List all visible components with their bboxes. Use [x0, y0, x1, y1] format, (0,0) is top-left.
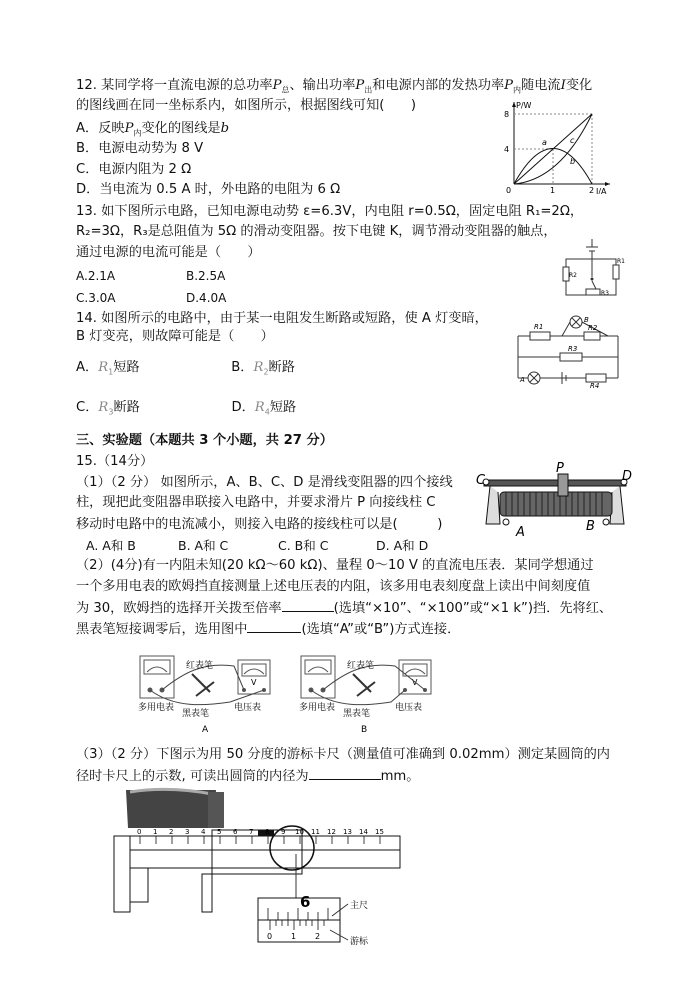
q14-option-c-sub: 3 [108, 407, 114, 417]
graph-ytick-8: 8 [504, 110, 510, 119]
rheostat-label-a: A [516, 525, 525, 540]
q15-p1-line2: 柱，现把此变阻器串联接入电路中，并要求滑片 P 向接线柱 C [76, 495, 436, 510]
q14-option-c-r: R [98, 400, 109, 415]
q12-stem-e: 变化 [565, 78, 593, 93]
caliper-tick-15: 15 [375, 828, 384, 836]
q14-circuit [512, 312, 624, 388]
q12-option-b: B．电源电动势为 8 V [76, 141, 204, 156]
graph-ytick-4: 4 [504, 145, 510, 154]
graph-xlabel: I/A [596, 187, 607, 194]
q15-p3-line2-a: 径时卡尺上的示数, 可读出圆筒的内径为 [76, 769, 309, 784]
q14-option-a-sub: 1 [108, 367, 114, 377]
q15-p2-line4-b: (选填“A”或“B”)方式连接． [301, 622, 461, 637]
p-total-symbol: P [272, 78, 282, 93]
p-in-sub: 内 [513, 85, 522, 95]
q14-options-row1 [76, 359, 295, 382]
rheostat-label-p: P [556, 462, 564, 476]
caliper-zoom-digit: 6 [300, 893, 311, 911]
p-in-symbol-a: P [124, 121, 134, 136]
q13-line1: 13. 如下图所示电路，已知电源电动势 ε=6.3V，内电阻 r=0.5Ω，固定电阻 R₁=2Ω， [76, 204, 584, 219]
q14-option-d-r: R [254, 400, 265, 415]
q14-option-b-prefix: B． [231, 360, 254, 375]
q14-option-b-sub: 2 [263, 367, 269, 377]
caliper-tick-10: 10 [295, 828, 304, 836]
section3-heading: 三、实验题（本题共 3 个小题，共 27 分） [76, 433, 333, 448]
meter-a-tag: A [202, 725, 209, 735]
caliper-tick-3: 3 [185, 828, 190, 836]
caliper-tick-14: 14 [359, 828, 368, 836]
meter-a-red-probe: 红表笔 [186, 661, 214, 671]
meter-a-black-probe: 黑表笔 [182, 709, 210, 719]
caliper-tick-11: 11 [311, 828, 320, 836]
p-out-sub: 出 [364, 85, 373, 95]
svg-text:V: V [412, 678, 418, 687]
q15-p2-line3 [76, 599, 612, 618]
meter-b-multimeter: 多用电表 [299, 703, 336, 713]
q13-line3: 通过电源的电流可能是（ ） [76, 245, 261, 260]
graph-ylabel: P/W [516, 101, 532, 110]
current-symbol: I [560, 78, 566, 93]
q15-p1-options [86, 537, 428, 555]
caliper-tick-0: 0 [137, 828, 142, 836]
q15-p2-line2: 一个多用电表的欧姆挡直接测量上述电压表的内阻，该多用电表刻度盘上读出中间刻度值 [76, 579, 591, 594]
meter-b-tag: B [361, 725, 368, 735]
label-lamp-a: A [520, 376, 525, 384]
q12-opt-a-text2: 变化的图线是 [141, 121, 221, 136]
q12-stem-b: 、输出功率 [289, 78, 356, 93]
q12-line2: 的图线画在同一坐标系内，如图所示，根据图线可知( ) [76, 98, 416, 113]
label-r3: R3 [601, 290, 609, 297]
q14-option-c-text: 断路 [113, 400, 140, 415]
meter-b-red-probe: 红表笔 [347, 661, 375, 671]
q13-option-c: C.3.0A [76, 291, 116, 305]
meter-a-voltmeter: 电压表 [234, 703, 262, 713]
main-scale-label: 主尺 [350, 901, 369, 911]
q14-option-d-text: 短路 [269, 400, 297, 415]
q14-line1: 14. 如图所示的电路中，由于某一电阻发生断路或短路，使 A 灯变暗， [76, 311, 488, 326]
q15-p3-line2-b: mm。 [380, 769, 420, 784]
vernier-digit-1: 1 [291, 932, 297, 941]
graph-xtick-2: 2 [589, 186, 595, 194]
q14-option-b-text: 断路 [268, 360, 295, 375]
svg-text:V: V [251, 678, 257, 687]
q13-option-b: B.2.5A [186, 269, 226, 283]
caliper-tick-4: 4 [201, 828, 206, 836]
curve-label-c: c [570, 136, 575, 145]
meter-b-black-probe: 黑表笔 [343, 709, 371, 719]
rheostat-label-d: D [622, 469, 633, 484]
caliper-tick-7: 7 [249, 828, 254, 836]
caliper-tick-12: 12 [327, 828, 336, 836]
q15-p2-line3-b: (选填“×10”、“×100”或“×1 k”)挡．先将红、 [333, 601, 613, 616]
q15-p1-option-b: B. A和 C [178, 538, 229, 553]
curve-label-b: b [570, 157, 576, 166]
q15-p1-option-c: C. B和 C [278, 538, 329, 553]
q14-option-d-sub: 4 [264, 407, 270, 417]
q14-line2: B 灯变亮，则故障可能是（ ） [76, 329, 274, 344]
q15-head: 15.（14分） [76, 454, 154, 469]
label-lamp-b: B [584, 316, 589, 324]
q15-p2-line1: （2）(4分)有一内阻未知(20 kΩ～60 kΩ)、量程 0～10 V 的直流电压表．某同学想通过 [76, 558, 594, 573]
q12-power-graph [500, 98, 615, 194]
q14-options-row2 [76, 399, 296, 422]
q15-p2-line3-a: 为 30，欧姆挡的选择开关拨至倍率 [76, 601, 282, 616]
graph-xtick-1: 1 [550, 186, 556, 194]
q13-options-row1 [76, 267, 225, 285]
p-out-symbol: P [355, 78, 365, 93]
curve-label-a: a [542, 138, 547, 147]
vernier-digit-0: 0 [267, 932, 273, 941]
label-r3: R3 [568, 345, 578, 353]
q12-option-d: D．当电流为 0.5 A 时，外电路的电阻为 6 Ω [76, 182, 341, 197]
q13-circuit [560, 237, 626, 301]
meter-diagram-b [295, 652, 439, 736]
q15-p1-line1: （1）（2 分） 如图所示，A、B、C、D 是滑线变阻器的四个接线 [76, 475, 453, 490]
q15-p1-option-a: A. A和 B [86, 538, 136, 553]
label-r1: R1 [617, 258, 625, 265]
q15-p1-option-d: D. A和 D [376, 538, 429, 553]
caliper-tick-13: 13 [343, 828, 352, 836]
caliper-tick-8: 8 [265, 828, 270, 836]
label-r1: R1 [534, 323, 544, 331]
caliper-tick-1: 1 [153, 828, 158, 836]
q12-option-c: C．电源内阻为 2 Ω [76, 162, 192, 177]
q14-option-d-prefix: D． [231, 400, 255, 415]
q13-option-d: D.4.0A [186, 291, 227, 305]
label-r4: R4 [590, 382, 600, 388]
rheostat-figure [476, 462, 634, 540]
q13-options-row2 [76, 289, 226, 307]
meter-b-voltmeter: 电压表 [395, 703, 423, 713]
q14-option-a-prefix: A． [76, 360, 99, 375]
label-r2: R2 [569, 272, 577, 279]
q14-option-c-prefix: C． [76, 400, 99, 415]
q14-option-a-text: 短路 [113, 360, 140, 375]
vernier-caliper-figure [108, 784, 408, 980]
graph-xtick-0: 0 [506, 186, 512, 194]
p-in-symbol: P [504, 78, 514, 93]
magnification-blank[interactable] [282, 599, 334, 612]
q14-option-a-r: R [98, 360, 109, 375]
q12-opt-a-curve: b [220, 121, 230, 136]
rheostat-label-b: B [586, 519, 595, 534]
meter-a-multimeter: 多用电表 [138, 703, 175, 713]
rheostat-label-c: C [476, 473, 486, 488]
q15-p2-line4 [76, 620, 460, 639]
vernier-digit-2: 2 [315, 932, 321, 941]
caliper-tick-2: 2 [169, 828, 174, 836]
meter-diagram-a [134, 652, 278, 736]
vernier-scale-label: 游标 [350, 937, 369, 947]
q15-p1-line3: 移动时电路中的电流减小，则接入电路的接线柱可以是( ) [76, 517, 443, 532]
q15-p2-line4-a: 黑表笔短接调零后，选用图中 [76, 622, 248, 637]
q12-stem: 12. 某同学将一直流电源的总功率 [76, 78, 273, 93]
q13-line2: R₂=3Ω，R₃是总阻值为 5Ω 的滑动变阻器。按下电键 K，调节滑动变阻器的触点， [76, 224, 557, 239]
label-r2: R2 [588, 324, 598, 332]
p-total-sub: 总 [281, 85, 290, 95]
q13-option-a: A.2.1A [76, 269, 116, 283]
q12-opt-a-text: A．反映 [76, 121, 125, 136]
connection-blank[interactable] [247, 620, 301, 633]
q12-stem-c: 和电源内部的发热功率 [372, 78, 505, 93]
caliper-tick-6: 6 [233, 828, 238, 836]
caliper-tick-9: 9 [281, 828, 286, 836]
q12-stem-d: 随电流 [521, 78, 561, 93]
p-in-sub-a: 内 [133, 128, 142, 138]
q14-option-b-r: R [253, 360, 264, 375]
caliper-tick-5: 5 [217, 828, 222, 836]
q15-p3-line1: （3）（2 分）下图示为用 50 分度的游标卡尺（测量值可准确到 0.02mm）测定某圆筒的内 [76, 747, 610, 762]
diameter-blank[interactable] [309, 767, 381, 780]
